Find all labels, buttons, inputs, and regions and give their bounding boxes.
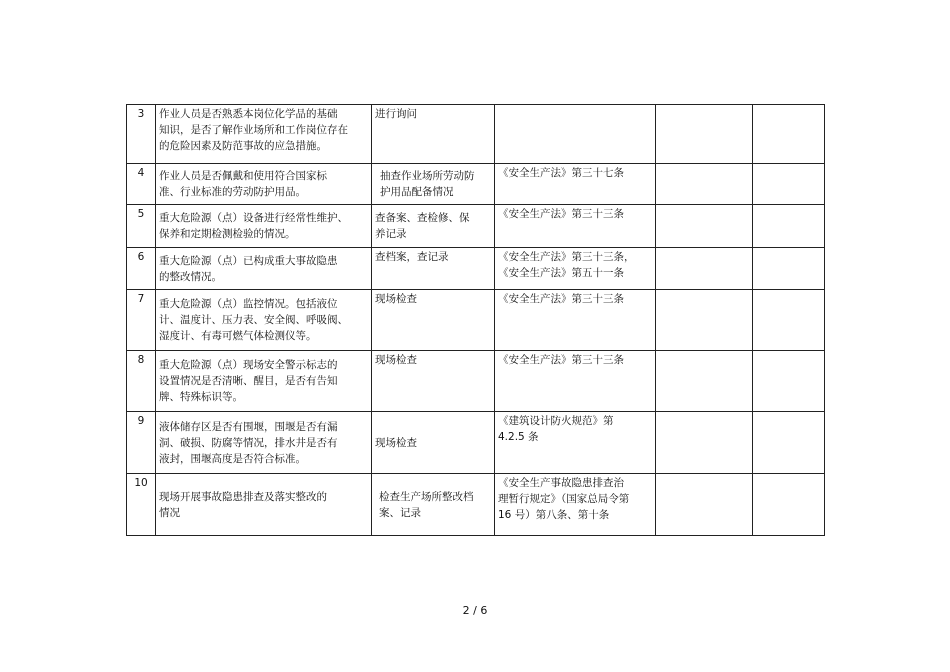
check-item: 重大危险源（点）监控情况。包括液位 计、温度计、压力表、安全阀、呼吸阀、 湿度计、有毒可燃气体检测仪等。 <box>156 290 372 351</box>
check-method: 查备案、查检修、保 养记录 <box>372 205 495 248</box>
empty-cell <box>656 164 753 205</box>
empty-cell <box>656 105 753 164</box>
check-method: 现场检查 <box>372 351 495 412</box>
empty-cell <box>656 412 753 474</box>
empty-cell <box>753 474 825 536</box>
row-number: 5 <box>127 205 156 248</box>
empty-cell <box>753 290 825 351</box>
check-item: 作业人员是否熟悉本岗位化学品的基础 知识，是否了解作业场所和工作岗位存在 的危险因素及防范事故的应急措施。 <box>156 105 372 164</box>
empty-cell <box>753 205 825 248</box>
check-method: 查档案，查记录 <box>372 248 495 290</box>
check-method: 现场检查 <box>372 290 495 351</box>
legal-basis: 《安全生产法》第三十三条， 《安全生产法》第五十一条 <box>495 248 656 290</box>
table-row <box>127 248 825 290</box>
legal-basis: 《安全生产事故隐患排查治 理暂行规定》（国家总局令第 16 号）第八条、第十条 <box>495 474 656 536</box>
empty-cell <box>656 351 753 412</box>
row-number: 4 <box>127 164 156 205</box>
empty-cell <box>656 290 753 351</box>
inspection-table <box>126 104 825 536</box>
check-method: 检查生产场所整改档 案、记录 <box>372 474 495 536</box>
empty-cell <box>753 351 825 412</box>
legal-basis: 《安全生产法》第三十七条 <box>495 164 656 205</box>
table-row <box>127 290 825 351</box>
empty-cell <box>656 248 753 290</box>
legal-basis: 《建筑设计防火规范》第 4.2.5 条 <box>495 412 656 474</box>
legal-basis: 《安全生产法》第三十三条 <box>495 351 656 412</box>
row-number: 10 <box>127 474 156 536</box>
check-method: 进行询问 <box>372 105 495 164</box>
table-row <box>127 474 825 536</box>
legal-basis: 《安全生产法》第三十三条 <box>495 205 656 248</box>
table-row <box>127 105 825 164</box>
table-row <box>127 205 825 248</box>
check-item: 作业人员是否佩戴和使用符合国家标 准、行业标准的劳动防护用品。 <box>156 164 372 205</box>
table-row <box>127 164 825 205</box>
empty-cell <box>753 105 825 164</box>
empty-cell <box>753 248 825 290</box>
check-item: 重大危险源（点）现场安全警示标志的 设置情况是否清晰、醒目，是否有告知 牌、特殊标识等。 <box>156 351 372 412</box>
row-number: 9 <box>127 412 156 474</box>
table-row <box>127 351 825 412</box>
row-number: 3 <box>127 105 156 164</box>
page-number: 2 / 6 <box>462 604 488 617</box>
check-method: 抽查作业场所劳动防 护用品配备情况 <box>372 164 495 205</box>
table-row <box>127 412 825 474</box>
row-number: 6 <box>127 248 156 290</box>
empty-cell <box>656 474 753 536</box>
check-item: 液体储存区是否有围堰，围堰是否有漏 洞、破损、防腐等情况，排水井是否有 液封，围堰高度是否符合标准。 <box>156 412 372 474</box>
row-number: 8 <box>127 351 156 412</box>
check-item: 重大危险源（点）已构成重大事故隐患 的整改情况。 <box>156 248 372 290</box>
check-method: 现场检查 <box>372 412 495 474</box>
empty-cell <box>753 412 825 474</box>
empty-cell <box>753 164 825 205</box>
check-item: 现场开展事故隐患排查及落实整改的 情况 <box>156 474 372 536</box>
legal-basis: 《安全生产法》第三十三条 <box>495 290 656 351</box>
legal-basis <box>495 105 656 164</box>
check-item: 重大危险源（点）设备进行经常性维护、 保养和定期检测检验的情况。 <box>156 205 372 248</box>
row-number: 7 <box>127 290 156 351</box>
empty-cell <box>656 205 753 248</box>
